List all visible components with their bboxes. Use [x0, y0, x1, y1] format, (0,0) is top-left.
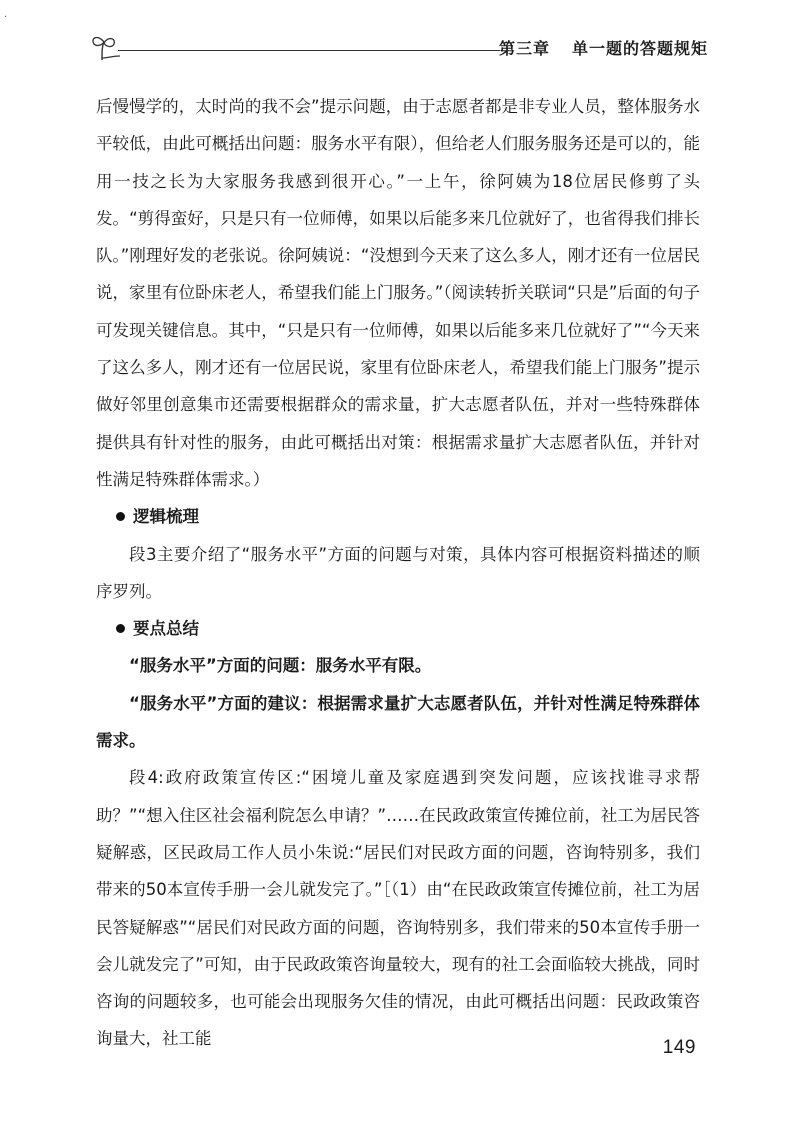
- sprout-icon: [88, 32, 122, 62]
- section-summary-title: 要点总结: [133, 619, 199, 639]
- section-logic-text: 段3主要介绍了“服务水平”方面的问题与对策，具体内容可根据资料描述的顺序罗列。: [96, 544, 700, 601]
- section-summary-heading: [96, 610, 700, 647]
- bullet-icon: [116, 624, 125, 633]
- page-header: [88, 28, 708, 68]
- chapter-label: 第三章: [498, 39, 550, 58]
- chapter-title: 单一题的答题规矩: [571, 39, 708, 58]
- section-logic-title: 逻辑梳理: [133, 507, 199, 527]
- header-rule: [118, 50, 500, 51]
- section-logic-heading: [96, 498, 700, 535]
- summary-suggestion: “服务水平”方面的建议：根据需求量扩大志愿者队伍，并针对性满足特殊群体需求。: [96, 693, 700, 751]
- page-body: [96, 88, 700, 1058]
- paragraph-4: 段4:政府政策宣传区:“困境儿童及家庭遇到突发问题，应该找谁寻求帮助？”“想入住区社会福利院怎么申请？”……在民政政策宣传摊位前，社工为居民答疑解惑，区民政局工作人员小朱说:“居民们对民政方面的问题，咨询特别多，我们带来的50本宣传手册一会儿就发完了。”［（1）由“在民政政策宣传摊位前，社工为居民答疑解惑”“居民们对民政方面的问题，咨询特别多，我们带来的50本宣传手册一会儿就发完了”可知，由于民政政策咨询量较大，现有的社工会面临较大挑战，同时咨询的问题较多，也可能会出现服务欠佳的情况，由此可概括出问题：民政政策咨询量大，社工能: [96, 768, 700, 1049]
- summary-problem: “服务水平”方面的问题：服务水平有限。: [129, 656, 432, 676]
- chapter-heading: [499, 36, 708, 59]
- page-number: 149: [662, 1037, 696, 1058]
- paragraph-continued: 后慢慢学的，太时尚的我不会”提示问题，由于志愿者都是非专业人员，整体服务水平较低，由此可概括出问题：服务水平有限），但给老人们服务服务还是可以的，能用一技之长为大家服务我感到很开心。”一上午，徐阿姨为18位居民修剪了头发。“剪得蛮好，只是只有一位师傅，如果以后能多来几位就好了，也省得我们排长队。”刚理好发的老张说。徐阿姨说：“没想到今天来了这么多人，刚才还有一位居民说，家里有位卧床老人，希望我们能上门服务。”（阅读转折关联词“只是”后面的句子可发现关键信息。其中，“只是只有一位师傅，如果以后能多来几位就好了”“今天来了这么多人，刚才还有一位居民说，家里有位卧床老人，希望我们能上门服务”提示做好邻里创意集市还需要根据群众的需求量，扩大志愿者队伍，并对一些特殊群体提供具有针对性的服务，由此可概括出对策：根据需求量扩大志愿者队伍，并针对性满足特殊群体需求。）: [96, 97, 700, 489]
- scan-mark: ·: [4, 12, 8, 23]
- bullet-icon: [116, 512, 125, 521]
